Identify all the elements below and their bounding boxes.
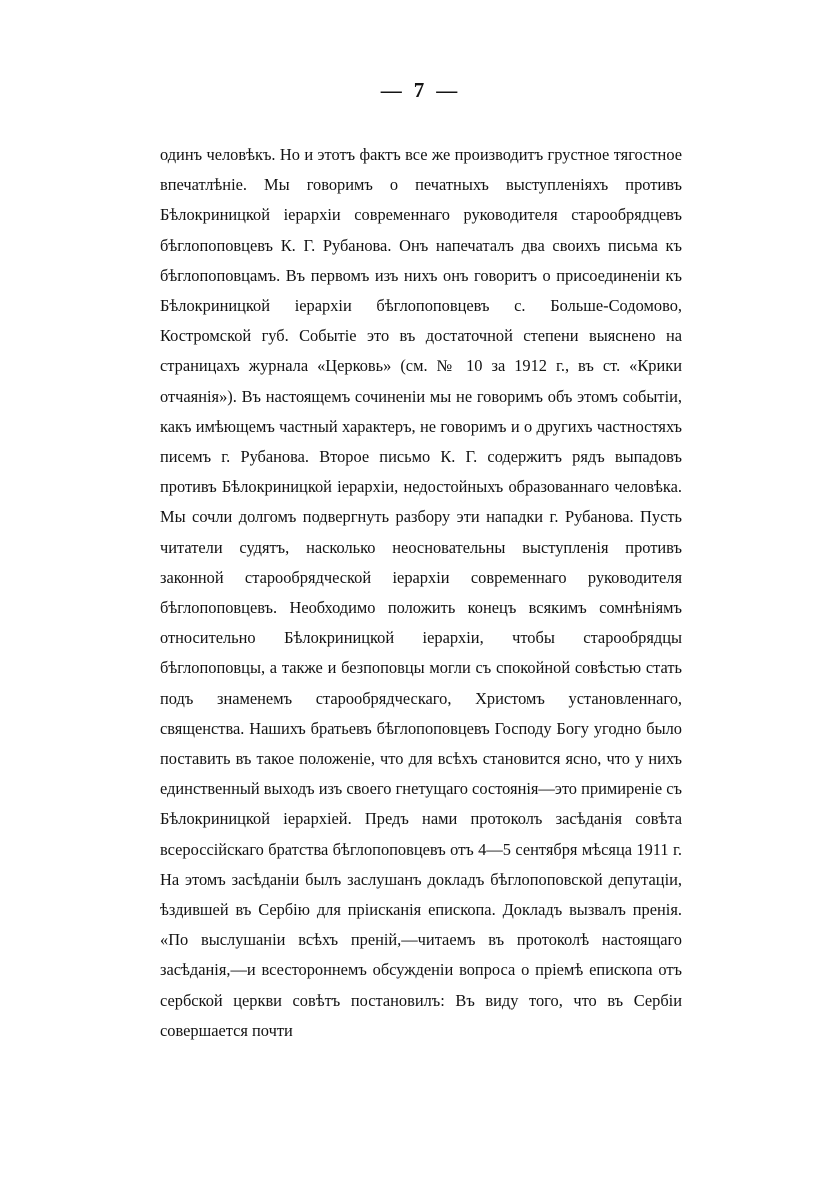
page-number-value: 7 [413,78,427,102]
page-number-dash-right: — [436,78,460,102]
page-number-dash-left: — [380,78,404,102]
page-number [0,78,840,103]
body-paragraph: одинъ человѣкъ. Но и этотъ фактъ все же производитъ грустное тягостное впечатлѣніе. Мы говоримъ о печатныхъ выступленіяхъ противъ Бѣлокриницкой іерархіи современнаго руководителя старообрядцевъ бѣглопоповцевъ К. Г. Рубанова. Онъ напечаталъ два своихъ письма къ бѣглопоповцамъ. Въ первомъ изъ нихъ онъ говоритъ о присоединеніи къ Бѣлокриницкой іерархіи бѣглопоповцевъ с. Больше-Содомово, Костромской губ. Событіе это въ достаточной степени выяснено на страницахъ журнала «Церковь» (см. № 10 за 1912 г., въ ст. «Крики отчаянія»). Въ настоящемъ сочиненіи мы не говоримъ объ этомъ событіи, какъ имѣющемъ частный характеръ, не говоримъ и о другихъ частностяхъ писемъ г. Рубанова. Второе письмо К. Г. содержитъ рядъ выпадовъ противъ Бѣлокриницкой іерархіи, недостойныхъ образованнаго человѣка. Мы сочли долгомъ подвергнуть разбору эти нападки г. Рубанова. Пусть читатели судятъ, насколько неосновательны выступленія противъ законной старообрядческой іерархіи современнаго руководителя бѣглопоповцевъ. Необходимо положить конецъ всякимъ сомнѣніямъ относительно Бѣлокриницкой іерархіи, чтобы старообрядцы бѣглопоповцы, а также и безпоповцы могли съ спокойной совѣстью стать подъ знаменемъ старообрядческаго, Христомъ установленнаго, священства. Нашихъ братьевъ бѣглопоповцевъ Господу Богу угодно было поставить въ такое положеніе, что для всѣхъ становится ясно, что у нихъ единственный выходъ изъ своего гнетущаго состоянія—это примиреніе съ Бѣлокриницкой іерархіей. Предъ нами протоколъ засѣданія совѣта всероссійскаго братства бѣглопоповцевъ отъ 4—5 сентября мѣсяца 1911 г. На этомъ засѣданіи былъ заслушанъ докладъ бѣглопоповской депутаціи, ѣздившей въ Сербію для пріисканія епископа. Докладъ вызвалъ пренія. «По выслушаніи всѣхъ преній,—читаемъ въ протоколѣ настоящаго засѣданія,—и всестороннемъ обсужденіи вопроса о пріемѣ епископа отъ сербской церкви совѣтъ постановилъ: Въ виду того, что въ Сербіи совершается почти [160,145,682,1040]
body-text [160,140,682,1046]
